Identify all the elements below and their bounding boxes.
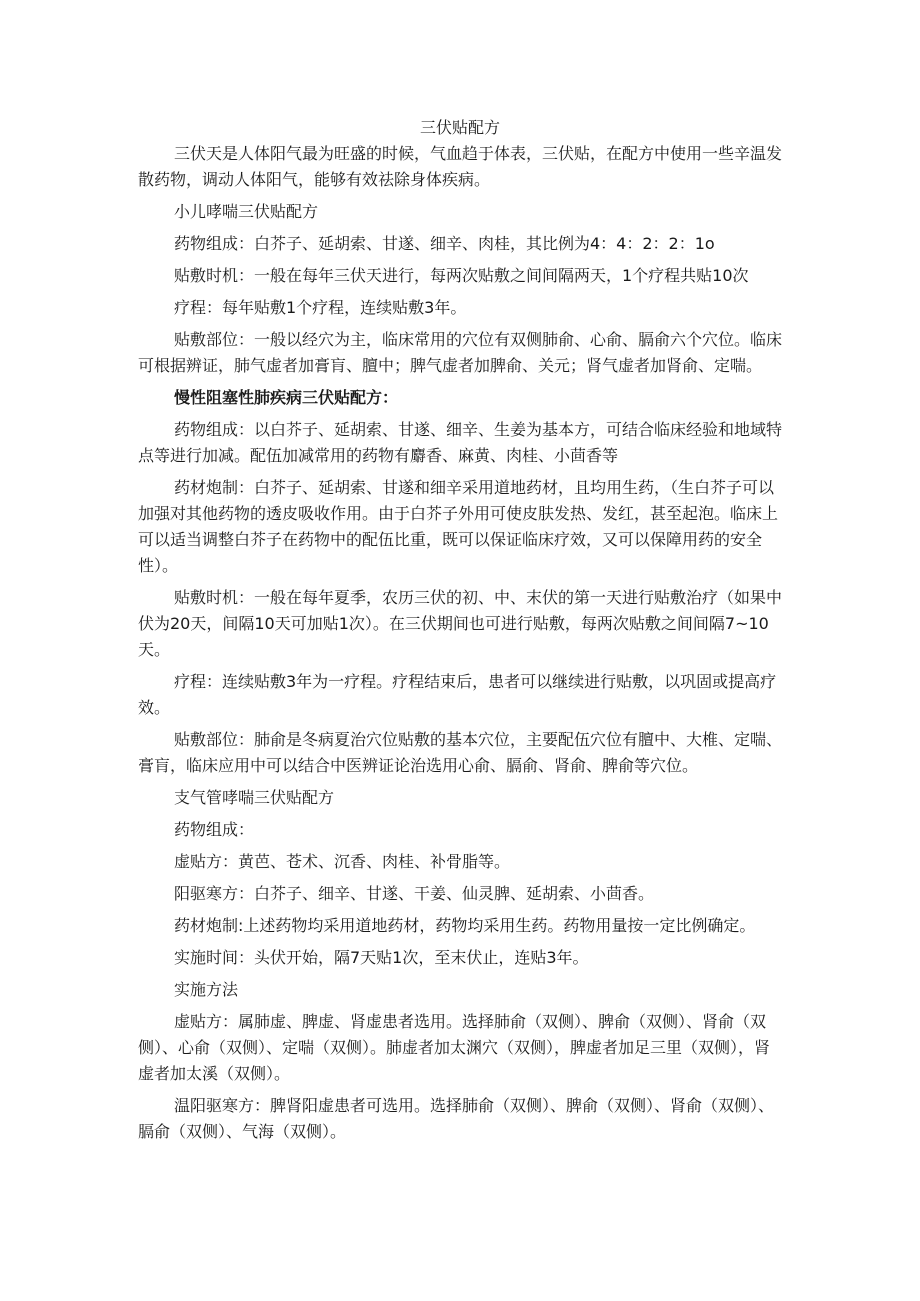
paragraph-method-heading: 实施方法 xyxy=(174,980,239,999)
paragraph-site: 贴敷部位：肺俞是冬病夏治穴位贴敷的基本穴位，主要配伍穴位有膻中、大椎、定喘、膏肓，临床应用中可以结合中医辨证论治选用心俞、膈俞、肾俞、脾俞等穴位。 xyxy=(138,730,783,775)
paragraph-course: 疗程：连续贴敷3年为一疗程。疗程结束后，患者可以继续进行贴敷，以巩固或提高疗效。 xyxy=(138,672,777,717)
paragraph-composition: 药物组成：以白芥子、延胡索、甘遂、细辛、生姜为基本方，可结合临床经验和地域特点等进行加减。配伍加减常用的药物有麝香、麻黄、肉桂、小茴香等 xyxy=(138,420,783,465)
section-heading-pediatric-asthma: 小儿哮喘三伏贴配方 xyxy=(174,202,319,221)
paragraph-composition: 药物组成： xyxy=(174,820,255,839)
paragraph-composition: 药物组成：白芥子、延胡索、甘遂、细辛、肉桂，其比例为4：4：2：2：1o xyxy=(174,234,715,253)
paragraph-site: 贴敷部位：一般以经穴为主，临床常用的穴位有双侧肺俞、心俞、膈俞六个穴位。临床可根据辨证，肺气虚者加膏肓、膻中；脾气虚者加脾俞、关元；肾气虚者加肾俞、定喘。 xyxy=(138,330,783,375)
intro-paragraph: 三伏天是人体阳气最为旺盛的时候，气血趋于体表，三伏贴，在配方中使用一些辛温发散药物，调动人体阳气，能够有效祛除身体疾病。 xyxy=(138,144,783,189)
paragraph-timing: 贴敷时机：一般在每年三伏天进行，每两次贴敷之间间隔两天，1个疗程共贴10次 xyxy=(174,266,749,285)
paragraph-yang-formula: 阳驱寒方：白芥子、细辛、甘遂、干姜、仙灵脾、延胡索、小茴香。 xyxy=(174,884,655,903)
paragraph-course: 疗程：每年贴敷1个疗程，连续贴敷3年。 xyxy=(174,298,467,317)
section-heading-copd: 慢性阻塞性肺疾病三伏贴配方： xyxy=(174,388,399,407)
paragraph-warm-method: 温阳驱寒方：脾肾阳虚患者可选用。选择肺俞（双侧）、脾俞（双侧）、肾俞（双侧）、膈俞（双侧）、气海（双侧）。 xyxy=(138,1096,775,1141)
document-title: 三伏贴配方 xyxy=(419,118,500,137)
paragraph-timing: 实施时间：头伏开始，隔7天贴1次，至末伏止，连贴3年。 xyxy=(174,948,589,967)
section-heading-bronchial-asthma: 支气管哮喘三伏贴配方 xyxy=(174,788,335,807)
document-body xyxy=(138,141,784,1145)
paragraph-processing: 药材炮制:上述药物均采用道地药材，药物均采用生药。药物用量按一定比例确定。 xyxy=(174,916,756,935)
paragraph-timing: 贴敷时机：一般在每年夏季，农历三伏的初、中、末伏的第一天进行贴敷治疗（如果中伏为20天，间隔10天可加贴1次）。在三伏期间也可进行贴敷，每两次贴敷之间间隔7~10天。 xyxy=(138,588,783,659)
paragraph-deficiency-formula: 虚贴方：黄芭、苍术、沉香、肉桂、补骨脂等。 xyxy=(174,852,511,871)
paragraph-processing: 药材炮制：白芥子、延胡索、甘遂和细辛采用道地药材，且均用生药，（生白芥子可以加强对其他药物的透皮吸收作用。由于白芥子外用可使皮肤发热、发红，甚至起泡。临床上可以适当调整白芥子在药物中的配伍比重，既可以保证临床疗效，又可以保障用药的安全性）。 xyxy=(138,478,779,575)
paragraph-deficiency-method: 虚贴方：属肺虚、脾虚、肾虚患者选用。选择肺俞（双侧）、脾俞（双侧）、肾俞（双侧）、心俞（双侧）、定喘（双侧）。肺虚者加太渊穴（双侧），脾虚者加足三里（双侧），肾虚者加太溪（双侧）。 xyxy=(138,1012,771,1083)
